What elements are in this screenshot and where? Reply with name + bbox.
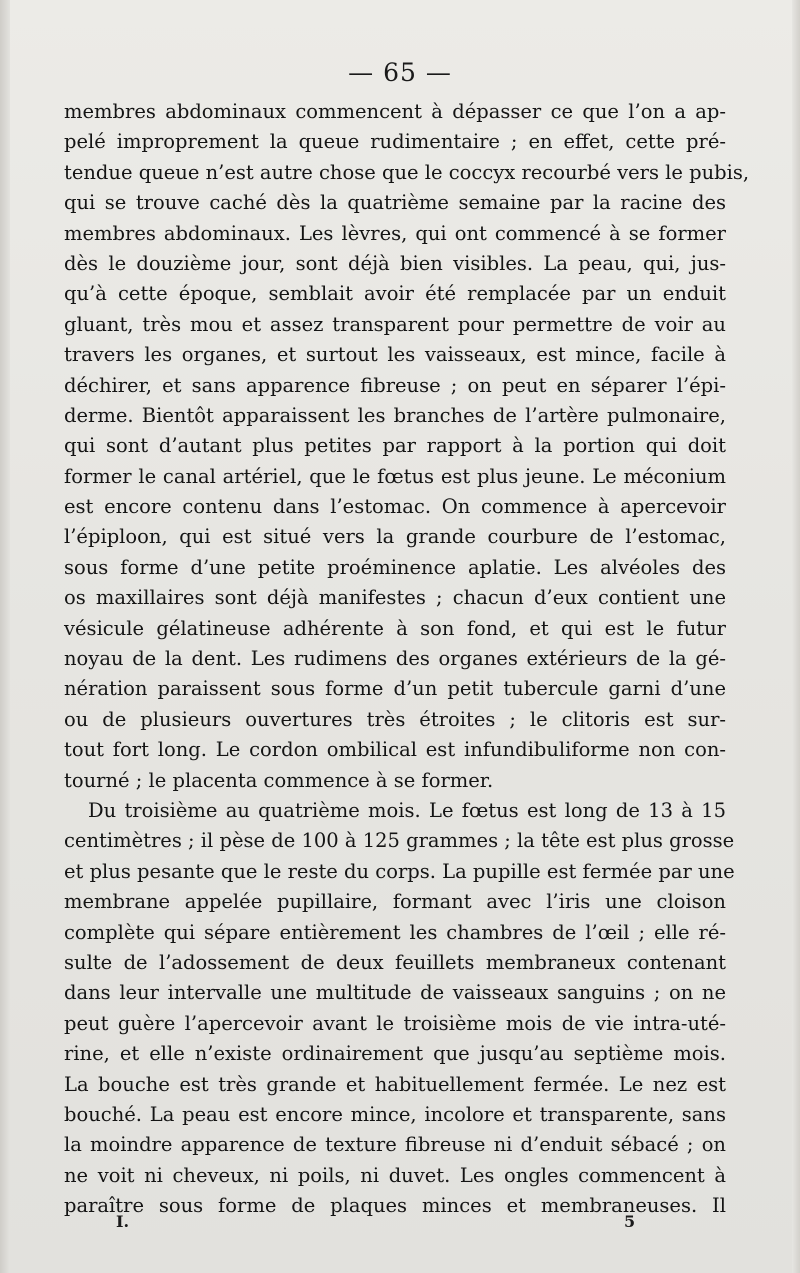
text-line: membres abdominaux. Les lèvres, qui ont commencé à se former: [64, 221, 726, 245]
text-line: tourné ; le placenta commence à se former.: [64, 768, 494, 792]
text-line: membrane appelée pupillaire, formant avec l’iris une cloison: [64, 890, 726, 914]
text-line: os maxillaires sont déjà manifestes ; chacun d’eux contient une: [64, 586, 726, 610]
text-line: sulte de l’adossement de deux feuillets membraneux contenant: [64, 950, 726, 974]
text-line: vésicule gélatineuse adhérente à son fond, et qui est le futur: [64, 616, 726, 640]
page-edge-shadow-left: [0, 0, 10, 1273]
text-line: dans leur intervalle une multitude de vaisseaux sanguins ; on ne: [64, 981, 726, 1005]
text-line: la moindre apparence de texture fibreuse ni d’enduit sébacé ; on: [64, 1133, 726, 1157]
text-line: noyau de la dent. Les rudimens des organes extérieurs de la gé-: [64, 647, 726, 671]
section-heading-line: Du troisième au quatrième mois. Le fœtus est long de 13 à 15: [88, 798, 726, 822]
text-line: peut guère l’apercevoir avant le troisième mois de vie intra-uté-: [64, 1011, 726, 1035]
text-line: qui sont d’autant plus petites par rapport à la portion qui doit: [64, 434, 726, 458]
text-line: bouché. La peau est encore mince, incolore et transparente, sans: [64, 1102, 726, 1126]
signature-mark-right: 5: [624, 1212, 636, 1231]
text-line: paraître sous forme de plaques minces et membraneuses. Il: [64, 1194, 726, 1218]
text-line: membres abdominaux commencent à dépasser ce que l’on a ap-: [64, 100, 726, 123]
text-line: et plus pesante que le reste du corps. La pupille est fermée par une: [64, 859, 735, 883]
text-line: centimètres ; il pèse de 100 à 125 grammes ; la tête est plus grosse: [64, 829, 735, 853]
text-line: nération paraissent sous forme d’un petit tubercule garni d’une: [64, 677, 726, 701]
text-line: gluant, très mou et assez transparent pour permettre de voir au: [64, 312, 726, 336]
text-line: est encore contenu dans l’estomac. On commence à apercevoir: [64, 495, 726, 519]
text-line: dès le douzième jour, sont déjà bien visibles. La peau, qui, jus-: [64, 251, 726, 275]
signature-mark-left: I.: [116, 1212, 130, 1231]
text-line: déchirer, et sans apparence fibreuse ; on peut en séparer l’épi-: [64, 373, 726, 397]
text-line: complète qui sépare entièrement les chambres de l’œil ; elle ré-: [64, 920, 726, 944]
text-line: pelé improprement la queue rudimentaire ; en effet, cette pré-: [64, 130, 726, 154]
text-line: l’épiploon, qui est situé vers la grande courbure de l’estomac,: [64, 525, 726, 549]
text-line: ne voit ni cheveux, ni poils, ni duvet. Les ongles commencent à: [64, 1163, 726, 1187]
text-line: former le canal artériel, que le fœtus est plus jeune. Le méconium: [64, 464, 726, 488]
text-line: La bouche est très grande et habituellement fermée. Le nez est: [64, 1072, 726, 1096]
text-line: rine, et elle n’existe ordinairement que jusqu’au septième mois.: [64, 1042, 726, 1066]
text-line: derme. Bientôt apparaissent les branches de l’artère pulmonaire,: [64, 403, 726, 427]
page-edge-shadow-right: [792, 0, 800, 1273]
page-number: — 65 —: [348, 58, 452, 87]
text-line: travers les organes, et surtout les vaisseaux, est mince, facile à: [64, 343, 726, 367]
body-text: [64, 97, 750, 1221]
text-line: sous forme d’une petite proéminence aplatie. Les alvéoles des: [64, 555, 726, 579]
text-line: qui se trouve caché dès la quatrième semaine par la racine des: [64, 191, 726, 215]
text-line: tout fort long. Le cordon ombilical est infundibuliforme non con-: [64, 738, 726, 762]
text-line: tendue queue n’est autre chose que le coccyx recourbé vers le pubis,: [64, 160, 750, 184]
page-footer: [0, 1212, 800, 1236]
text-line: ou de plusieurs ouvertures très étroites ; le clitoris est sur-: [64, 707, 726, 731]
text-line: qu’à cette époque, semblait avoir été remplacée par un enduit: [64, 282, 726, 306]
